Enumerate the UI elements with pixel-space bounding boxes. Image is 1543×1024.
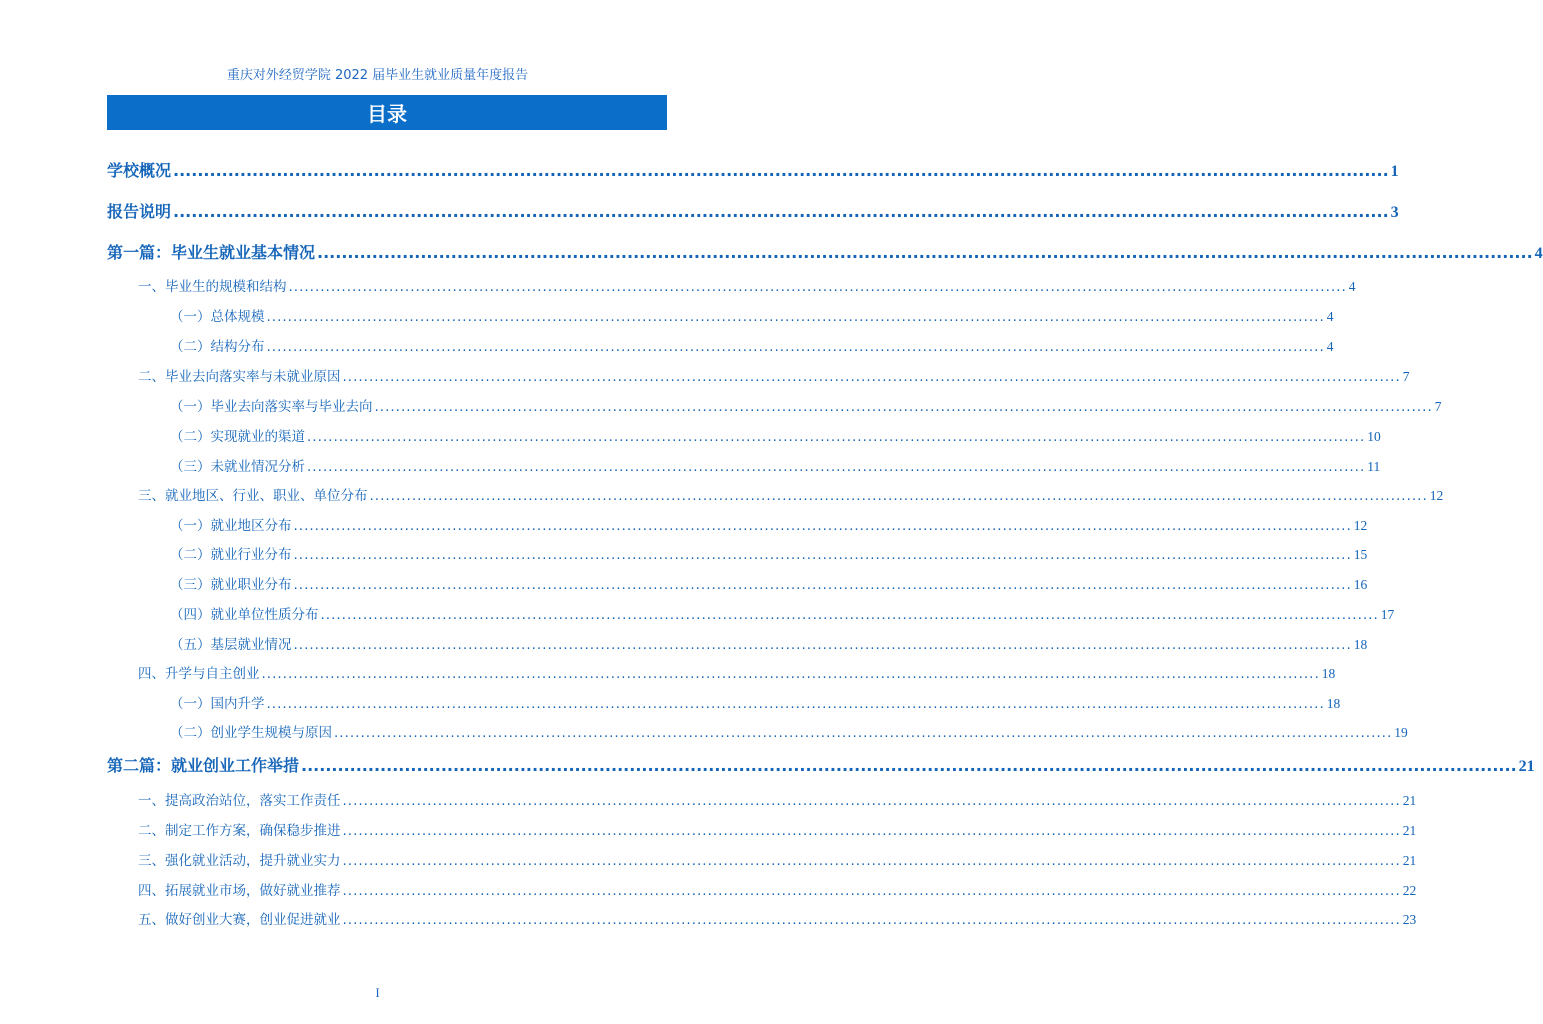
toc-entry-page: 11 <box>1367 459 1381 474</box>
toc-dot-leader: ........................................................................................................................................................................................................ <box>307 429 1366 445</box>
toc-dot-leader: ........................................................................................................................................................................................................ <box>342 823 1401 839</box>
toc-entry-title: （二）结构分布 <box>170 339 265 355</box>
toc-entry-page: 3 <box>1390 204 1399 221</box>
toc-entry[interactable] <box>138 275 1356 295</box>
toc-entry-page: 21 <box>1518 758 1535 775</box>
toc-entry-title: （五）基层就业情况 <box>170 637 292 653</box>
toc-entry[interactable] <box>138 365 1410 385</box>
toc-entry-page: 7 <box>1434 399 1442 414</box>
toc-entry-page: 17 <box>1380 607 1395 622</box>
toc-dot-leader: ........................................................................................................................................................................................................ <box>307 459 1366 475</box>
toc-dot-leader: ........................................................................................................................................................................................................ <box>342 369 1401 385</box>
toc-entry-title: （二）实现就业的渠道 <box>170 429 305 445</box>
toc-entry[interactable] <box>138 662 1336 682</box>
toc-entry[interactable] <box>170 721 1408 741</box>
toc-entry-title: 报告说明 <box>107 202 172 221</box>
toc-entry-title: 三、就业地区、行业、职业、单位分布 <box>138 488 368 504</box>
toc-entry[interactable] <box>170 603 1395 623</box>
toc-entry[interactable] <box>170 692 1341 712</box>
toc-entry[interactable] <box>170 543 1368 563</box>
toc-dot-leader: ........................................................................................................................................................................................................ <box>334 725 1393 741</box>
toc-entry-page: 12 <box>1353 518 1368 533</box>
toc-entry[interactable] <box>138 908 1417 928</box>
toc-dot-leader: ........................................................................................................................................................................................................ <box>342 793 1401 809</box>
toc-dot-leader: ........................................................................................................................................................................................................ <box>266 696 1325 712</box>
toc-entry[interactable] <box>170 395 1442 415</box>
toc-entry[interactable] <box>138 789 1417 809</box>
toc-entry-page: 4 <box>1534 245 1543 262</box>
toc-entry-page: 18 <box>1326 696 1341 711</box>
toc-entry-title: 二、制定工作方案，确保稳步推进 <box>138 823 341 839</box>
toc-entry-title: 四、拓展就业市场，做好就业推荐 <box>138 883 341 899</box>
toc-entry-title: 五、做好创业大赛，创业促进就业 <box>138 912 341 928</box>
toc-entry-title: 四、升学与自主创业 <box>138 666 260 682</box>
toc-entry-page: 4 <box>1348 279 1356 294</box>
toc-entry[interactable] <box>170 514 1368 534</box>
toc-entry[interactable] <box>170 425 1381 445</box>
toc-entry-page: 18 <box>1353 637 1368 652</box>
toc-entry-page: 12 <box>1429 488 1444 503</box>
toc-entry-page: 23 <box>1402 912 1417 927</box>
toc-entry-page: 4 <box>1326 339 1334 354</box>
toc-entry-title: 二、毕业去向落实率与未就业原因 <box>138 369 341 385</box>
toc-entry[interactable] <box>170 335 1334 355</box>
toc-dot-leader: ........................................................................................................................................................................................................ <box>317 243 1533 262</box>
toc-dot-leader: ........................................................................................................................................................................................................ <box>342 853 1401 869</box>
toc-entry-title: （一）就业地区分布 <box>170 518 292 534</box>
toc-entry-title: 一、提高政治站位，落实工作责任 <box>138 793 341 809</box>
toc-dot-leader: ........................................................................................................................................................................................................ <box>173 161 1389 180</box>
toc-entry-page: 19 <box>1394 725 1408 740</box>
toc-dot-leader: ........................................................................................................................................................................................................ <box>320 607 1379 623</box>
toc-entry-title: （三）就业职业分布 <box>170 577 292 593</box>
toc-entry[interactable] <box>107 199 1399 222</box>
toc-entry-title: （一）国内升学 <box>170 696 265 712</box>
toc-entry[interactable] <box>138 879 1417 899</box>
toc-entry[interactable] <box>170 305 1334 325</box>
toc-entry[interactable] <box>138 849 1417 869</box>
toc-dot-leader: ........................................................................................................................................................................................................ <box>288 279 1347 295</box>
toc-entry-page: 21 <box>1402 823 1417 838</box>
toc-entry-title: （一）总体规模 <box>170 309 265 325</box>
toc-entry-page: 21 <box>1402 853 1417 868</box>
toc-entry-page: 1 <box>1390 163 1399 180</box>
toc-dot-leader: ........................................................................................................................................................................................................ <box>261 666 1320 682</box>
document-header: 重庆对外经贸学院 2022 届毕业生就业质量年度报告 <box>226 68 529 83</box>
toc-entry-page: 16 <box>1353 577 1368 592</box>
toc-dot-leader: ........................................................................................................................................................................................................ <box>293 547 1352 563</box>
toc-entry-title: 第一篇：毕业生就业基本情况 <box>107 243 316 262</box>
toc-entry[interactable] <box>107 158 1399 181</box>
toc-entry[interactable] <box>107 240 1543 263</box>
toc-entry-title: （三）未就业情况分析 <box>170 459 305 475</box>
toc-entry-title: 学校概况 <box>107 161 172 180</box>
toc-entry-title: （一）毕业去向落实率与毕业去向 <box>170 399 373 415</box>
toc-title-bar: 目录 <box>107 95 667 130</box>
toc-entry[interactable] <box>170 573 1368 593</box>
toc-entry-title: 三、强化就业活动，提升就业实力 <box>138 853 341 869</box>
toc-dot-leader: ........................................................................................................................................................................................................ <box>293 637 1352 653</box>
toc-entry-page: 4 <box>1326 309 1334 324</box>
toc-entry-page: 10 <box>1367 429 1381 444</box>
toc-dot-leader: ........................................................................................................................................................................................................ <box>173 202 1389 221</box>
toc-dot-leader: ........................................................................................................................................................................................................ <box>369 488 1428 504</box>
toc-dot-leader: ........................................................................................................................................................................................................ <box>293 577 1352 593</box>
page-number: I <box>375 985 380 1000</box>
toc-dot-leader: ........................................................................................................................................................................................................ <box>301 756 1517 775</box>
toc-entry-title: 一、毕业生的规模和结构 <box>138 279 287 295</box>
toc-entry-title: （四）就业单位性质分布 <box>170 607 319 623</box>
toc-entry[interactable] <box>138 819 1417 839</box>
toc-entry-page: 15 <box>1353 547 1368 562</box>
toc-entry-page: 21 <box>1402 793 1417 808</box>
toc-entry-title: 第二篇：就业创业工作举措 <box>107 756 300 775</box>
toc-entry[interactable] <box>138 484 1444 504</box>
toc-entry[interactable] <box>170 633 1368 653</box>
toc-entry-page: 18 <box>1321 666 1336 681</box>
toc-entry[interactable] <box>170 455 1381 475</box>
toc-entry-page: 22 <box>1402 883 1417 898</box>
toc-entry-title: （二）就业行业分布 <box>170 547 292 563</box>
toc-dot-leader: ........................................................................................................................................................................................................ <box>266 339 1325 355</box>
toc-dot-leader: ........................................................................................................................................................................................................ <box>293 518 1352 534</box>
toc-entry[interactable] <box>107 753 1535 776</box>
toc-dot-leader: ........................................................................................................................................................................................................ <box>374 399 1433 415</box>
toc-dot-leader: ........................................................................................................................................................................................................ <box>342 912 1401 928</box>
toc-dot-leader: ........................................................................................................................................................................................................ <box>342 883 1401 899</box>
toc-entry-page: 7 <box>1402 369 1410 384</box>
toc-entry-title: （二）创业学生规模与原因 <box>170 725 332 741</box>
toc-dot-leader: ........................................................................................................................................................................................................ <box>266 309 1325 325</box>
